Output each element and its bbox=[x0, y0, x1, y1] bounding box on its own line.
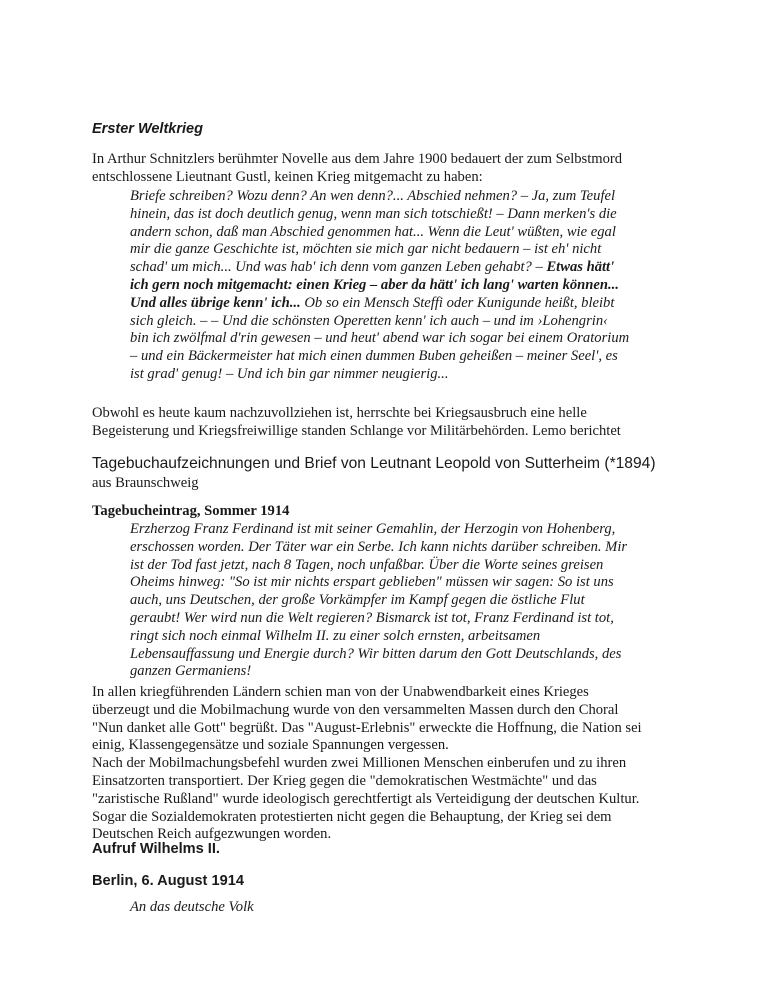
diary-entry-body bbox=[130, 521, 710, 681]
paragraph-enthusiasm bbox=[92, 405, 712, 441]
intro-paragraph bbox=[92, 151, 712, 187]
diary-line: Erzherzog Franz Ferdinand ist mit seiner Gemahlin, der Herzogin von Hohenberg, bbox=[130, 521, 616, 537]
quote-emphasis: Etwas hätt' bbox=[546, 259, 615, 276]
quote-emphasis: Und alles übrige kenn' ich... bbox=[130, 294, 301, 311]
paragraph-mobilization bbox=[92, 684, 712, 844]
quote-text: schad' um mich... Und was hab' ich denn vom ganzen Leben gehabt? – bbox=[130, 259, 547, 276]
quote-line: Briefe schreiben? Wozu denn? An wen denn?... Abschied nehmen? – Ja, zum Teufel bbox=[130, 188, 616, 204]
quote-line bbox=[130, 259, 710, 277]
text-line: Einsatzorten transportiert. Der Krieg gegen die "demokratischen Westmächte" und das bbox=[92, 772, 597, 789]
text-line: entschlossene Lieutnant Gustl, keinen Krieg mitgemacht zu haben: bbox=[92, 168, 483, 185]
aufruf-heading: Aufruf Wilhelms II. bbox=[92, 841, 220, 857]
quote-line bbox=[130, 295, 710, 313]
quote-line bbox=[130, 277, 710, 295]
text-line: Obwohl es heute kaum nachzuvollziehen ist, herrschte bei Kriegsausbruch eine helle bbox=[92, 405, 587, 421]
text-line: überzeugt und die Mobilmachung wurde von den versammelten Massen durch den Choral bbox=[92, 701, 619, 718]
quote-text: Ob so ein Mensch Steffi oder Kunigunde heißt, bleibt bbox=[300, 294, 615, 311]
quote-emphasis: ich gern noch mitgemacht: einen Krieg – aber da hätt' ich lang' warten können... bbox=[130, 276, 619, 293]
address-line: An das deutsche Volk bbox=[130, 899, 254, 915]
diary-line: Lebensauffassung und Energie durch? Wir bitten darum den Gott Deutschlands, des bbox=[130, 645, 622, 662]
section-heading: Erster Weltkrieg bbox=[92, 121, 203, 137]
text-line: In allen kriegführenden Ländern schien man von der Unabwendbarkeit eines Krieges bbox=[92, 684, 589, 700]
quote-line: andern schon, daß man Abschied genommen hat... Wenn die Leut' wüßten, wie egal bbox=[130, 223, 616, 240]
text-line: "Nun danket alle Gott" begrüßt. Das "August-Erlebnis" erweckte die Hoffnung, die Nation sei bbox=[92, 719, 642, 736]
diary-line: ist der Tod fast jetzt, nach 8 Tagen, noch unfaßbar. Über die Worte seines greisen bbox=[130, 556, 604, 573]
quote-line: ist grad' genug! – Und ich bin gar nimmer neugierig... bbox=[130, 365, 449, 382]
diary-line: geraubt! Wer wird nun die Welt regieren? Bismarck ist tot, Franz Ferdinand ist tot, bbox=[130, 609, 614, 626]
text-line: Deutschen Reich aufgezwungen worden. bbox=[92, 826, 332, 843]
quote-line: hinein, das ist doch deutlich genug, wenn man sich totschießt! – Dann merken's die bbox=[130, 205, 617, 222]
text-line: "zaristische Rußland" wurde ideologisch gerechtfertigt als Verteidigung der deutschen Kultur. bbox=[92, 790, 640, 807]
quote-line: – und ein Bäckermeister hat mich einen dummen Buben geheißen – meiner Seel', es bbox=[130, 348, 618, 365]
schnitzler-quote bbox=[130, 188, 710, 384]
text-line: In Arthur Schnitzlers berühmter Novelle aus dem Jahre 1900 bedauert der zum Selbstmord bbox=[92, 151, 623, 167]
diary-line: ringt sich noch einmal Wilhelm II. zu einer solch ernsten, arbeitsamen bbox=[130, 627, 541, 644]
diary-line: auch, uns Deutschen, der große Vorkämpfer im Kampf gegen die östliche Flut bbox=[130, 592, 585, 609]
diary-entry-title: Tagebucheintrag, Sommer 1914 bbox=[92, 503, 290, 519]
diary-subheading: Tagebuchaufzeichnungen und Brief von Leutnant Leopold von Sutterheim (*1894) bbox=[92, 455, 656, 472]
diary-line: ganzen Germaniens! bbox=[130, 663, 252, 680]
diary-subheading-cont: aus Braunschweig bbox=[92, 475, 199, 491]
text-line: Nach der Mobilmachungsbefehl wurden zwei Millionen Menschen einberufen und zu ihren bbox=[92, 755, 627, 772]
quote-line: bin ich zwölfmal d'rin gewesen – und heut' abend war ich sogar bei einem Oratorium bbox=[130, 330, 630, 347]
quote-line: mir die ganze Geschichte ist, möchten sie mich gar nicht bedauern – ist eh' nicht bbox=[130, 241, 602, 258]
diary-line: Oheims hinweg: "So ist mir nichts erspart geblieben" müssen wir sagen: So ist uns bbox=[130, 574, 614, 591]
text-line: Begeisterung und Kriegsfreiwillige standen Schlange vor Militärbehörden. Lemo berichtet bbox=[92, 422, 621, 439]
diary-line: erschossen worden. Der Täter war ein Serbe. Ich kann nichts darüber schreiben. Mir bbox=[130, 538, 628, 555]
text-line: Sogar die Sozialdemokraten protestierten nicht gegen die Behauptung, der Krieg sei dem bbox=[92, 808, 612, 825]
text-line: einig, Klassengegensätze und soziale Spannungen vergessen. bbox=[92, 737, 449, 754]
quote-line: sich gleich. – – Und die schönsten Operetten kenn' ich auch – und im ›Lohengrin‹ bbox=[130, 312, 608, 329]
berlin-date-heading: Berlin, 6. August 1914 bbox=[92, 873, 244, 889]
